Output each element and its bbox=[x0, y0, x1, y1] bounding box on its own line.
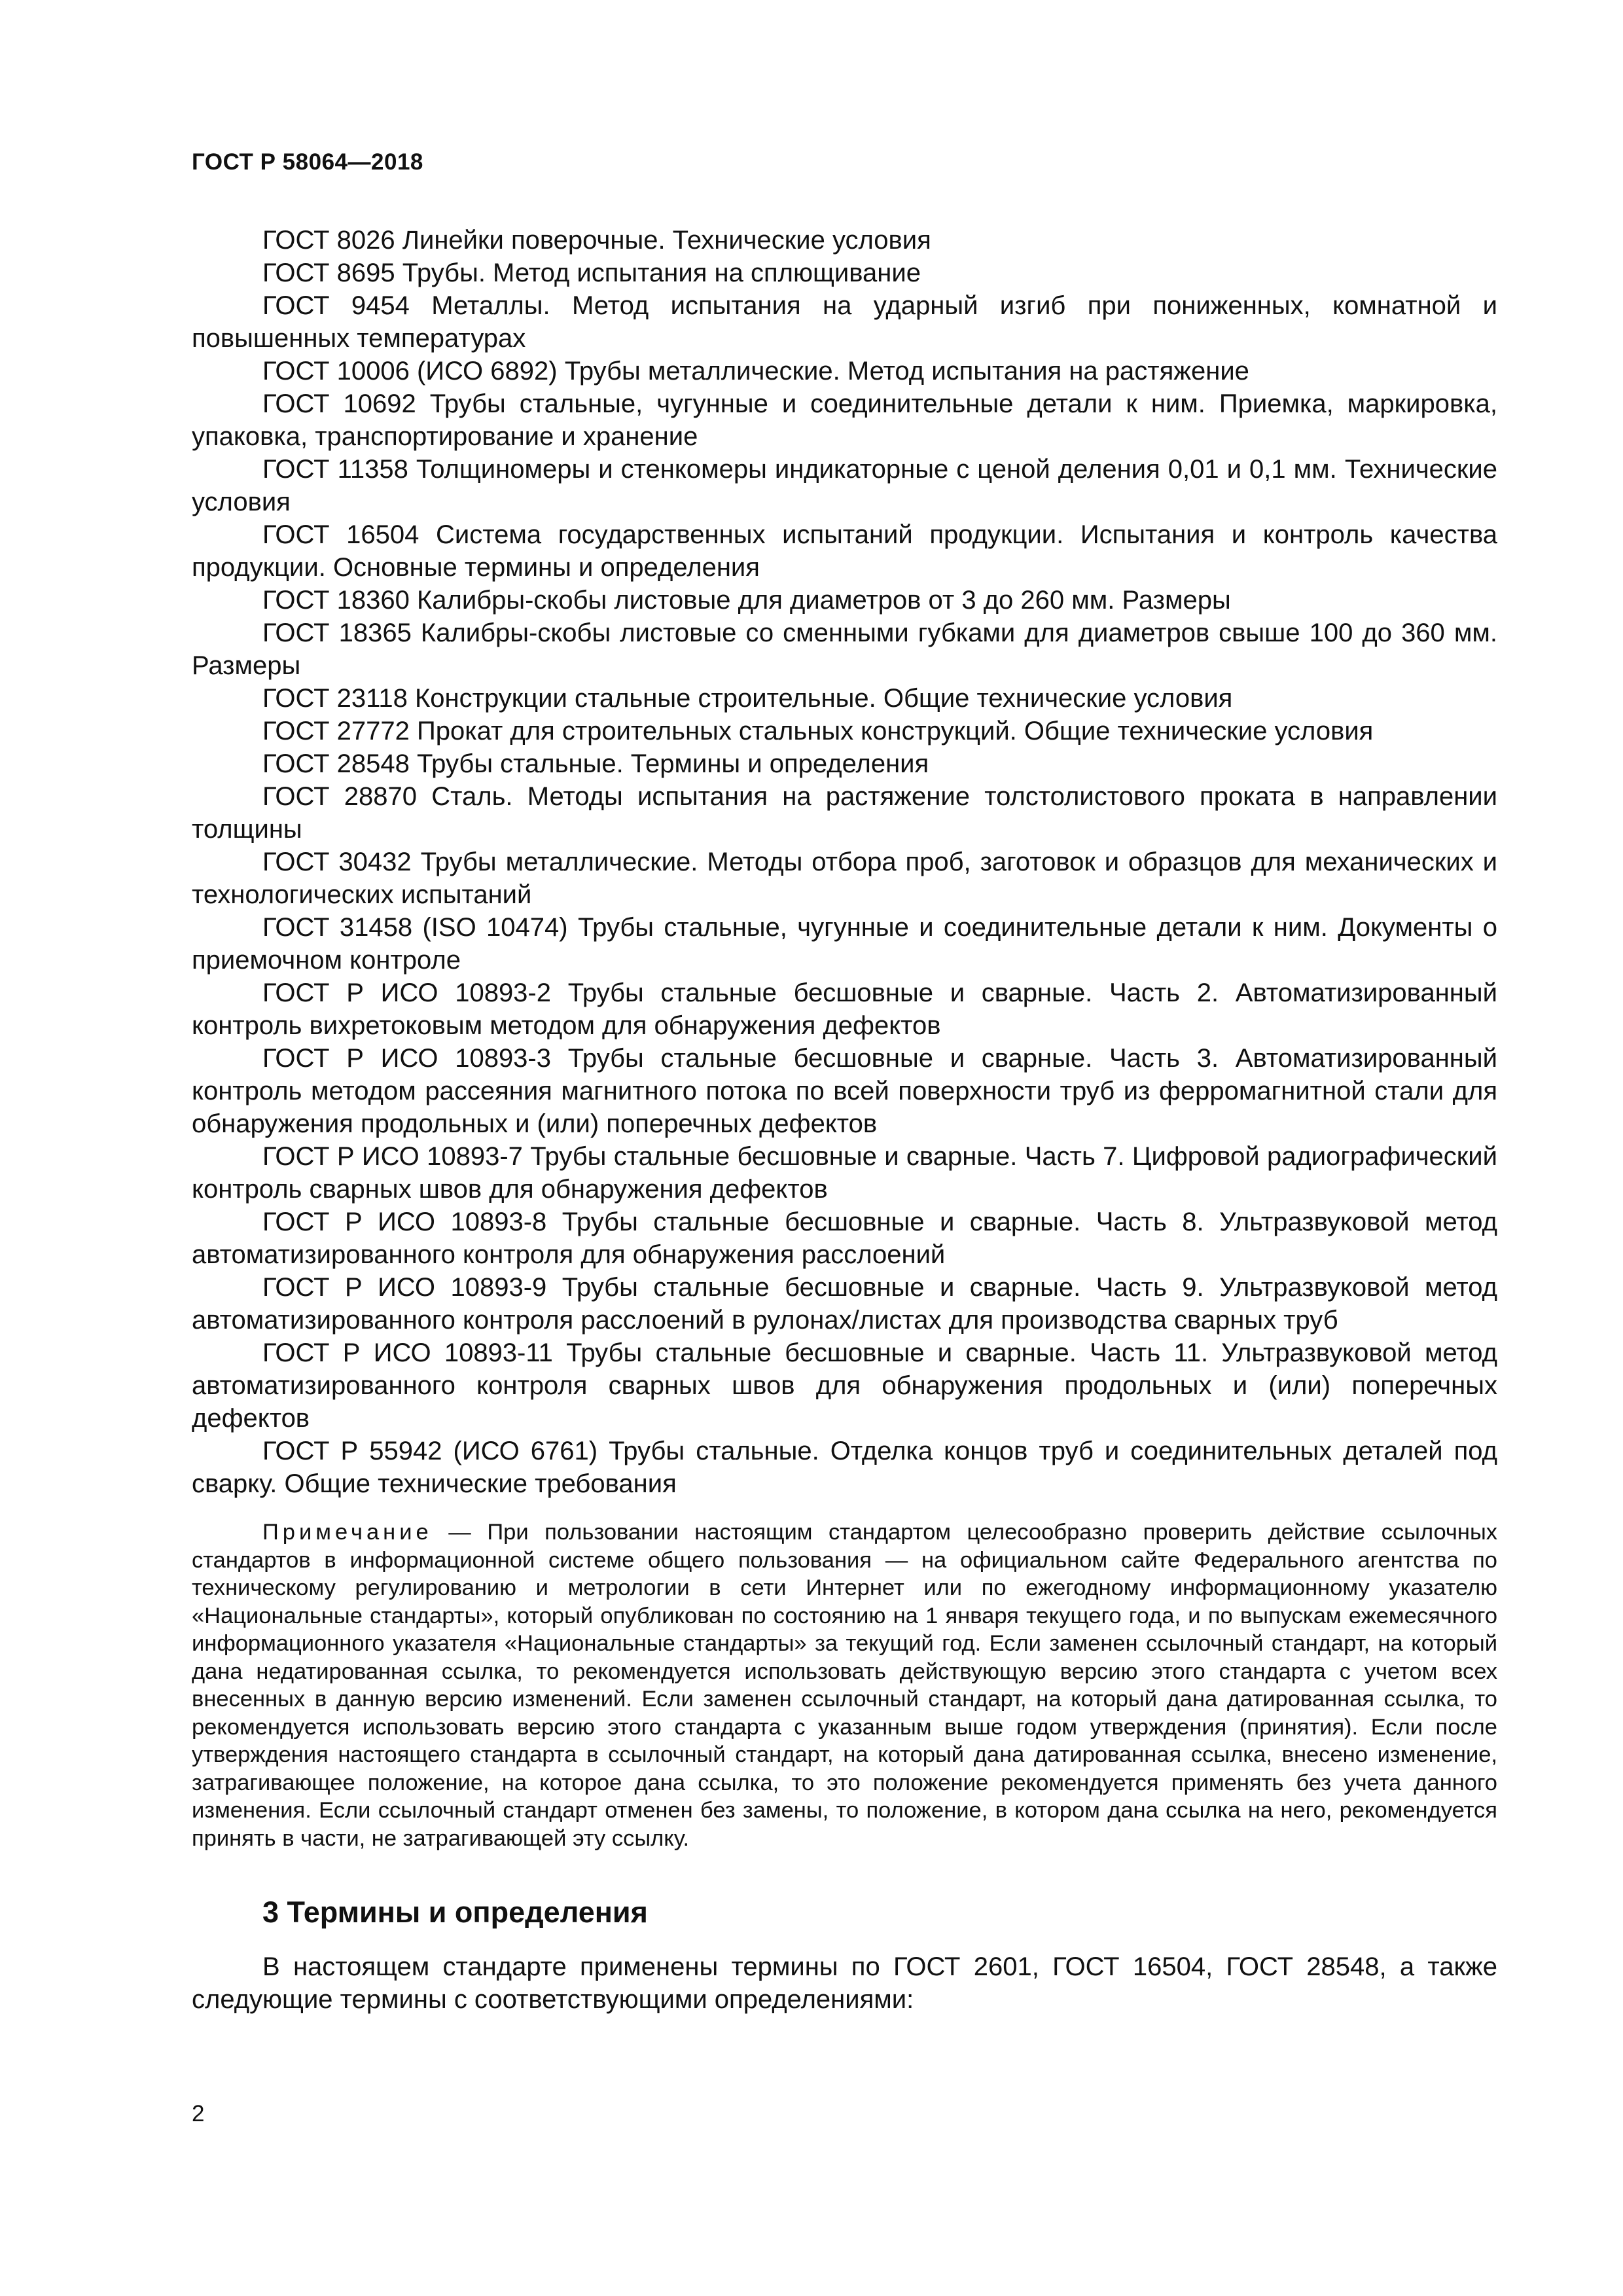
reference-item: ГОСТ 28870 Сталь. Методы испытания на растяжение толстолистового проката в направлении толщины bbox=[192, 782, 1497, 844]
reference-item: ГОСТ 23118 Конструкции стальные строительные. Общие технические условия bbox=[262, 684, 1233, 713]
reference-item: ГОСТ Р ИСО 10893-9 Трубы стальные бесшовные и сварные. Часть 9. Ультразвуковой метод автоматизированного контроля расслоений в рулонах/листах для производства сварных труб bbox=[192, 1273, 1497, 1335]
normative-references-list bbox=[192, 224, 1497, 1500]
note-text: — При пользовании настоящим стандартом целесообразно проверить действие ссылочных стандартов в информационной системе общего пользования — на официальном сайте Федерального агентства по техническому регулированию и метрологии в сети Интернет или по ежегодному информационному указателю «Национальные стандарты», который опубликован по состоянию на 1 января текущего года, и по выпускам ежемесячного информационного указателя «Национальные стандарты» за текущий год. Если заменен ссылочный стандарт, на который дана недатированная ссылка, то рекомендуется использовать действующую версию этого стандарта с учетом всех внесенных в данную версию изменений. Если заменен ссылочный стандарт, на который дана датированная ссылка, то рекомендуется использовать версию этого стандарта с указанным выше годом утверждения (принятия). Если после утверждения настоящего стандарта в ссылочный стандарт, на который дана датированная ссылка, внесено изменение, затрагивающее положение, на которое дана ссылка, то это положение рекомендуется применять без учета данного изменения. Если ссылочный стандарт отменен без замены, то положение, в котором дана ссылка на него, рекомендуется принять в части, не затрагивающей эту ссылку. bbox=[192, 1520, 1497, 1851]
reference-item: ГОСТ Р ИСО 10893-2 Трубы стальные бесшовные и сварные. Часть 2. Автоматизированный контроль вихретоковым методом для обнаружения дефектов bbox=[192, 978, 1497, 1040]
reference-item: ГОСТ 10692 Трубы стальные, чугунные и соединительные детали к ним. Приемка, маркировка, упаковка, транспортирование и хранение bbox=[192, 389, 1497, 451]
reference-item: ГОСТ 28548 Трубы стальные. Термины и определения bbox=[262, 749, 929, 778]
reference-item: ГОСТ Р ИСО 10893-7 Трубы стальные бесшовные и сварные. Часть 7. Цифровой радиографический контроль сварных швов для обнаружения дефектов bbox=[192, 1142, 1497, 1204]
reference-item: ГОСТ 8695 Трубы. Метод испытания на сплющивание bbox=[262, 259, 921, 287]
reference-item: ГОСТ 9454 Металлы. Метод испытания на ударный изгиб при пониженных, комнатной и повышенных температурах bbox=[192, 291, 1497, 353]
document-code-header: ГОСТ Р 58064—2018 bbox=[192, 149, 423, 175]
section-heading: 3 Термины и определения bbox=[262, 1895, 648, 1929]
reference-item: ГОСТ 10006 (ИСО 6892) Трубы металлические. Метод испытания на растяжение bbox=[262, 357, 1249, 386]
reference-item: ГОСТ 8026 Линейки поверочные. Технические условия bbox=[262, 226, 931, 255]
section-intro-paragraph: В настоящем стандарте применены термины по ГОСТ 2601, ГОСТ 16504, ГОСТ 28548, а также следующие термины с соответствующими определениями: bbox=[192, 1952, 1497, 2014]
reference-item: ГОСТ 11358 Толщиномеры и стенкомеры индикаторные с ценой деления 0,01 и 0,1 мм. Технические условия bbox=[192, 455, 1497, 516]
note-label: Примечание bbox=[262, 1520, 433, 1545]
reference-item: ГОСТ 16504 Система государственных испытаний продукции. Испытания и контроль качества продукции. Основные термины и определения bbox=[192, 520, 1497, 582]
reference-item: ГОСТ 18365 Калибры-скобы листовые со сменными губками для диаметров свыше 100 до 360 мм. Размеры bbox=[192, 619, 1497, 680]
reference-item: ГОСТ Р 55942 (ИСО 6761) Трубы стальные. Отделка концов труб и соединительных деталей под сварку. Общие технические требования bbox=[192, 1437, 1497, 1498]
references-note bbox=[192, 1518, 1497, 1852]
reference-item: ГОСТ 30432 Трубы металлические. Методы отбора проб, заготовок и образцов для механических и технологических испытаний bbox=[192, 848, 1497, 909]
page-content bbox=[192, 224, 1497, 2016]
reference-item: ГОСТ Р ИСО 10893-11 Трубы стальные бесшовные и сварные. Часть 11. Ультразвуковой метод автоматизированного контроля сварных швов для обнаружения продольных и (или) поперечных дефектов bbox=[192, 1338, 1497, 1433]
reference-item: ГОСТ 18360 Калибры-скобы листовые для диаметров от 3 до 260 мм. Размеры bbox=[262, 586, 1231, 615]
reference-item: ГОСТ Р ИСО 10893-8 Трубы стальные бесшовные и сварные. Часть 8. Ультразвуковой метод автоматизированного контроля для обнаружения расслоений bbox=[192, 1208, 1497, 1269]
page-number: 2 bbox=[192, 2101, 205, 2126]
reference-item: ГОСТ 31458 (ISO 10474) Трубы стальные, чугунные и соединительные детали к ним. Документы о приемочном контроле bbox=[192, 913, 1497, 975]
reference-item: ГОСТ 27772 Прокат для строительных стальных конструкций. Общие технические условия bbox=[262, 717, 1374, 745]
reference-item: ГОСТ Р ИСО 10893-3 Трубы стальные бесшовные и сварные. Часть 3. Автоматизированный контроль методом рассеяния магнитного потока по всей поверхности труб из ферромагнитной стали для обнаружения продольных и (или) поперечных дефектов bbox=[192, 1044, 1497, 1138]
